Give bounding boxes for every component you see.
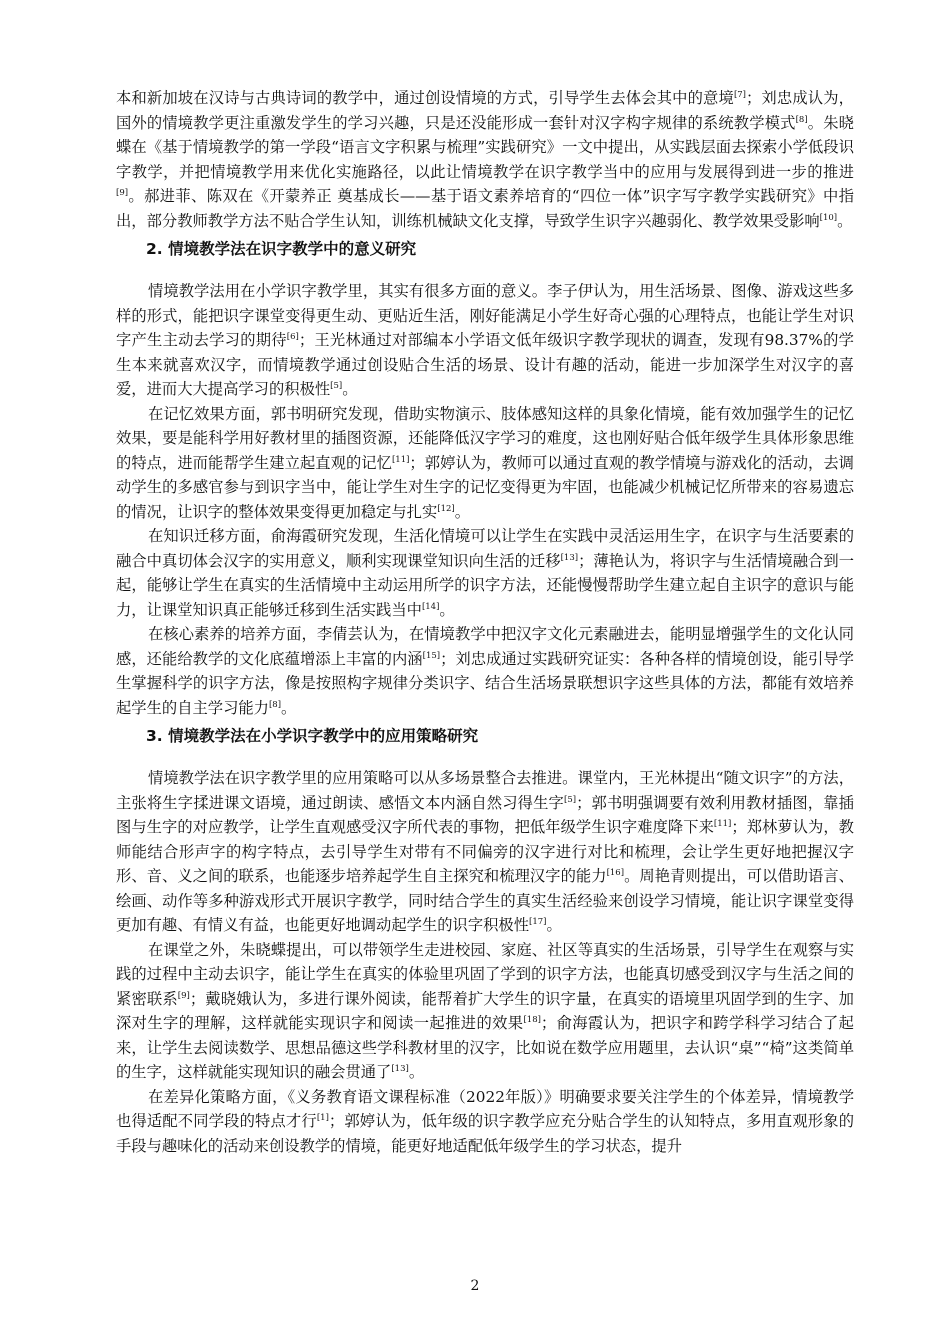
paragraph-p3 xyxy=(116,524,854,622)
paragraph-p7 xyxy=(116,1085,854,1159)
citation-ref: [13] xyxy=(560,552,579,563)
text-run: 本和新加坡在汉诗与古典诗词的教学中，通过创设情境的方式，引导学生去体会其中的意境 xyxy=(116,89,734,107)
section-heading-2: 2. 情境教学法在识字教学中的意义研究 xyxy=(146,240,417,258)
citation-ref: [1] xyxy=(316,1112,329,1123)
citation-ref: [5] xyxy=(564,794,577,805)
text-run: 在课堂之外，朱晓蝶提出，可以带领学生走进校园、家庭、社区等真实的生活场景，引导学生在观察与实践的过程中主动去识字，能让学生在真实的体验里巩固了学到的识字方法，也能真切感受到汉字与生活之间的紧密联系 xyxy=(116,940,854,1008)
citation-ref: [7] xyxy=(733,89,746,100)
citation-ref: [10] xyxy=(819,212,838,223)
text-run: ；刘忠成认为，国外的情境教学更注重激发学生的学习兴趣，只是还没能形成一套针对汉字构字规律的系统教学模式 xyxy=(116,89,854,132)
text-run: 。周艳青则提出，可以借助语言、绘画、动作等多种游戏形式开展识字教学，同时结合学生的真实生活经验来创设学习情境，能让识字课堂变得更加有趣、有情义有益，也能更好地调动起学生的识字积极性 xyxy=(116,867,854,934)
text-run: 。 xyxy=(342,380,358,398)
text-run: 。 xyxy=(837,211,853,230)
citation-ref: [11] xyxy=(713,818,732,829)
text-run: ；郭婷认为，低年级的识字教学应充分贴合学生的认知特点，多用直观形象的手段与趣味化的活动来创设教学的情境，能更好地适配低年级学生的学习状态，提升 xyxy=(116,1112,854,1155)
text-run: ；郭婷认为，教师可以通过直观的教学情境与游戏化的活动，去调动学生的多感官参与到识字当中，能让学生对生字的记忆变得更为牢固，也能减少机械记忆所带来的容易遗忘的情况，让识字的整体效果变得更加稳定与扎实 xyxy=(116,453,854,521)
citation-ref: [15] xyxy=(422,650,441,661)
paragraph-p1 xyxy=(116,279,854,402)
section-heading-3: 3. 情境教学法在小学识字教学中的应用策略研究 xyxy=(146,727,479,745)
text-run: 。 xyxy=(281,698,297,717)
citation-ref: [14] xyxy=(421,601,440,612)
text-run: ；郭书明强调要有效利用教材插图，靠插图与生字的对应教学，让学生直观感受汉字所代表的事物，把低年级学生识字难度降下来 xyxy=(116,793,854,836)
text-run: 在知识迁移方面，俞海霞研究发现，生活化情境可以让学生在实践中灵活运用生字，在识字与生活要素的融合中真切体会汉字的实用意义，顺利实现课堂知识向生活的迁移 xyxy=(116,527,854,570)
text-run: 。 xyxy=(454,502,471,521)
text-run: 在差异化策略方面，《义务教育语文课程标准（2022年版）》明确要求要关注学生的个体差异，情境教学也得适配不同学段的特点才行 xyxy=(116,1087,854,1130)
citation-ref: [11] xyxy=(391,454,410,465)
text-run: ；戴晓娥认为，多进行课外阅读，能帮着扩大学生的识字量，在真实的语境里巩固学到的生字、加深对生字的理解，这样就能实现识字和阅读一起推进的效果 xyxy=(116,989,854,1032)
page-number: 2 xyxy=(470,1278,480,1294)
text-run: 。郝进菲、陈双在《开蒙养正 奠基成长——基于语文素养培育的“四位一体”识字写字教学实践研究》中指出，部分教师教学方法不贴合学生认知，训练机械缺文化支撑，导致学生识字兴趣弱化、教学效果受影响 xyxy=(116,187,854,230)
citation-ref: [8] xyxy=(795,114,808,125)
text-run: ；王光林通过对部编本小学语文低年级识字教学现状的调查，发现有98.37%的学生本来就喜欢汉字，而情境教学通过创设贴合生活的场景、设计有趣的活动，能进一步加深学生对汉字的喜爱，进而大大提高学习的积极性 xyxy=(116,331,854,398)
paragraph-p6 xyxy=(116,938,854,1085)
text-run: ；薄艳认为，将识字与生活情境融合到一起，能够让学生在真实的生活情境中主动运用所学的识字方法，还能慢慢帮助学生建立起自主识字的意识与能力，让课堂知识真正能够迁移到生活实践当中 xyxy=(116,551,854,619)
text-run: 。 xyxy=(408,1063,425,1081)
text-run: 情境教学法在识字教学里的应用策略可以从多场景整合去推进。课堂内，王光林提出“随文识字”的方法，主张将生字揉进课文语境，通过朗读、感悟文本内涵自然习得生字 xyxy=(116,769,854,812)
text-run: 在记忆效果方面，郭书明研究发现，借助实物演示、肢体感知这样的具象化情境，能有效加强学生的记忆效果，要是能科学用好教材里的插图资源，还能降低汉字学习的难度，这也刚好贴合低年级学生具体形象思维的特点，进而能帮学生建立起直观的记忆 xyxy=(116,404,854,472)
citation-ref: [8] xyxy=(268,699,282,710)
text-run: 。 xyxy=(546,916,562,934)
paragraph-p5 xyxy=(116,766,854,938)
citation-ref: [17] xyxy=(529,916,547,927)
citation-ref: [5] xyxy=(330,380,343,391)
citation-ref: [16] xyxy=(606,867,625,878)
text-run: ；俞海霞认为，把识字和跨学科学习结合了起来，让学生去阅读数学、思想品德这些学科教材里的汉字，比如说在数学应用题里，去认识“桌”“椅”这类简单的生字，这样就能实现知识的融会贯通了 xyxy=(116,1014,854,1081)
text-run: ；刘忠成通过实践研究证实：各种各样的情境创设，能引导学生掌握科学的识字方法，像是按照构字规律分类识字、结合生活场景联想识字这些具体的方法，都能有效培养起学生的自主学习能力 xyxy=(116,649,854,717)
citation-ref: [9] xyxy=(116,187,129,198)
paragraph-p2 xyxy=(116,402,854,525)
text-run: 在核心素养的培养方面，李倩芸认为，在情境教学中把汉字文化元素融进去，能明显增强学生的文化认同感，还能给教学的文化底蕴增添上丰富的内涵 xyxy=(116,625,854,668)
citation-ref: [18] xyxy=(523,1014,541,1025)
citation-ref: [6] xyxy=(286,331,299,342)
citation-ref: [12] xyxy=(437,503,455,514)
paragraph-p4 xyxy=(116,622,854,720)
citation-ref: [9] xyxy=(177,990,190,1001)
text-run: 。 xyxy=(439,600,455,619)
citation-ref: [13] xyxy=(391,1063,409,1074)
text-run: 。朱晓蝶在《基于情境教学的第一学段“语言文字积累与梳理”实践研究》一文中提出，从实践层面去探索小学低段识字教学，并把情境教学用来优化实施路径，以此让情境教学在识字教学当中的应用与发展得到进一步的推进 xyxy=(116,113,854,181)
text-run: 情境教学法用在小学识字教学里，其实有很多方面的意义。李子伊认为，用生活场景、图像、游戏这些多样的形式，能把识字课堂变得更生动、更贴近生活，刚好能满足小学生好奇心强的心理特点，也能让学生对识字产生主动去学习的期待 xyxy=(116,282,854,349)
paragraph-p0 xyxy=(116,86,854,233)
text-run: ；郑林萝认为，教师能结合形声字的构字特点，去引导学生对带有不同偏旁的汉字进行对比和梳理，会让学生更好地把握汉字形、音、义之间的联系，也能逐步培养起学生自主探究和梳理汉字的能力 xyxy=(116,818,854,885)
document-body xyxy=(116,86,854,1158)
